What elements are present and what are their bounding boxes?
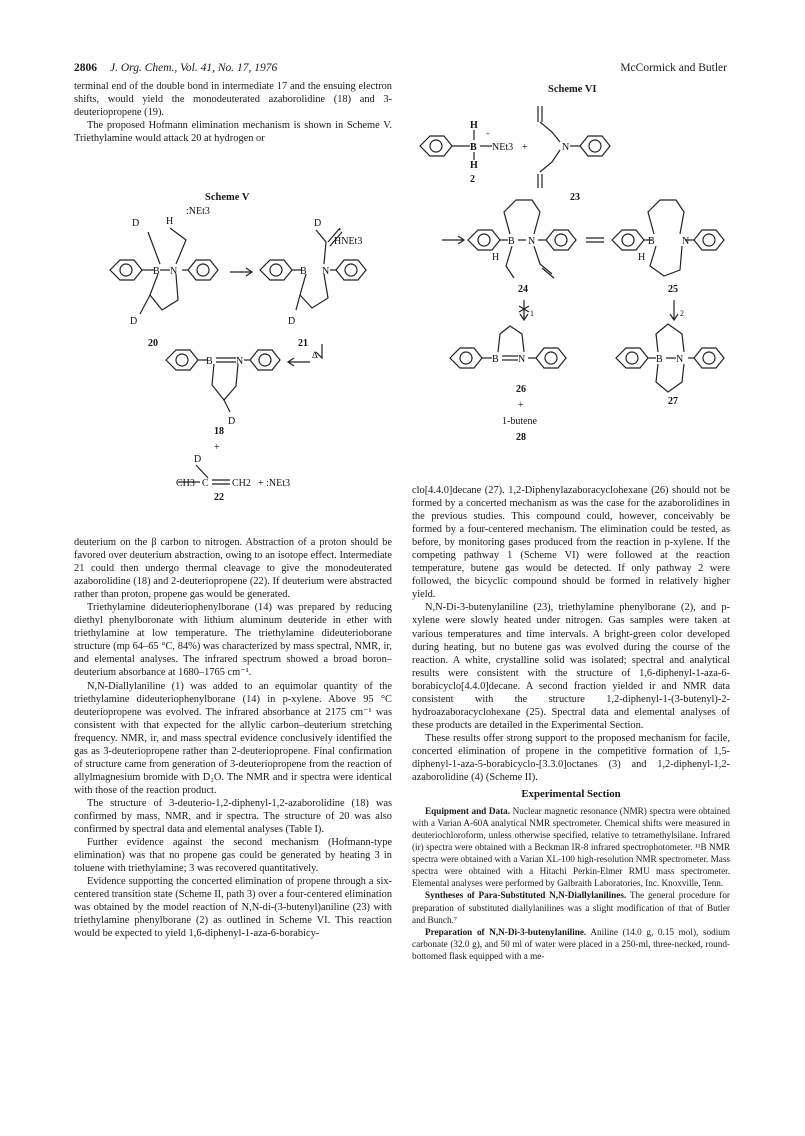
svg-text:N: N — [682, 236, 690, 247]
scheme-vi-title: Scheme VI — [548, 84, 597, 95]
svg-text:H: H — [470, 160, 478, 171]
svg-text:D: D — [194, 454, 202, 465]
page-number: 2806 — [74, 62, 97, 74]
paragraph: The proposed Hofmann elimination mechanism is shown in Scheme V. Triethylamine would attack 20 at hydrogen or — [74, 120, 392, 145]
svg-text:D: D — [228, 416, 236, 427]
plus-label: + — [214, 442, 220, 453]
svg-text:B: B — [492, 354, 499, 365]
step-1-label: 1 — [530, 309, 534, 318]
compound-20-label: 20 — [148, 338, 158, 349]
svg-text:D: D — [288, 316, 296, 327]
svg-text:N: N — [676, 354, 684, 365]
hnet3-label: HNEt3 — [334, 236, 363, 247]
svg-text:N: N — [322, 266, 330, 277]
svg-text:+: + — [518, 400, 524, 411]
svg-text:N: N — [236, 356, 244, 367]
paragraph: N,N-Diallylaniline (1) was added to an equimolar quantity of the triethylamine dideuteriophenylborane (14) in p-xylene. Above 95 °C deuteriopropene was evolved. The infrared absorbance at 2175 cm⁻¹ was consistent with that expected for the allylic carbon–deuterium stretching frequency. NMR, ir, and mass spectral evidence conclusively identified the gas as 3-deuteriopropene rather than 2-deuteriopropene. Final confirmation of structure came from generation of 3-deuteriopropene from the reaction of allylmagnesium bromide with D₂O. The NMR and ir spectra were identical with those of the reaction product. — [74, 680, 392, 796]
left-column-top — [74, 80, 392, 145]
journal-citation: J. Org. Chem., Vol. 41, No. 17, 1976 — [110, 62, 278, 74]
svg-text:B: B — [470, 142, 477, 153]
svg-text:B: B — [508, 236, 515, 247]
net3-label-vi: NEt3 — [492, 142, 514, 153]
compound-26-label: 26 — [516, 384, 526, 395]
compound-21-label: 21 — [298, 338, 308, 349]
svg-text:H: H — [492, 252, 500, 263]
svg-text:B: B — [656, 354, 663, 365]
compound-22-label: 22 — [214, 492, 224, 500]
svg-text:H: H — [470, 120, 478, 131]
paragraph: terminal end of the double bond in intermediate 17 and the ensuing electron shifts, would yield the monodeuterated azaborolidine (18) and 3-deuteriopropene (19). — [74, 81, 392, 119]
scheme-vi-diagram — [412, 96, 742, 446]
compound-24-label: 24 — [518, 284, 528, 295]
svg-text:D: D — [314, 218, 322, 229]
paragraph: Equipment and Data. Nuclear magnetic resonance (NMR) spectra were obtained with a Varian A-60A analytical NMR spectrometer. Chemical shifts were measured in deuteriochloroform, unless otherwise specified, relative to tetramethylsilane. Infrared (ir) spectra were obtained with a Beckman IR-8 infrared spectrophotometer. ¹¹B NMR spectra were obtained with a Varian XL-100 high-resolution NMR spectrometer. Mass spectra were obtained with a Hitachi Perkin-Elmer RMU mass spectrometer. Elemental analyses were performed by Galbraith Laboratories, Inc. Knoxville, Tenn. — [412, 806, 730, 889]
svg-text:N: N — [528, 236, 536, 247]
scheme-v-title: Scheme V — [205, 192, 250, 203]
ch3-label: CH3 — [176, 478, 195, 489]
compound-18-label: 18 — [214, 426, 224, 437]
svg-text:B: B — [648, 236, 655, 247]
left-column-body — [74, 536, 392, 940]
paragraph: The structure of 3-deuterio-1,2-diphenyl-1,2-azaborolidine (18) was confirmed by mass, NMR, and ir spectra. The structure of 20 was also confirmed by spectral data and elemental analyses (Table I). — [74, 797, 392, 836]
c-label: C — [202, 478, 209, 489]
compound-23-label: 23 — [570, 192, 580, 203]
compound-28-label: 28 — [516, 432, 526, 443]
paragraph: These results offer strong support to the proposed mechanism for facile, concerted elimination of propene in the competitive formation of 1,5-diphenyl-1-aza-5-borabicyclo-[3.3.0]octanes (3) and 1,2-diphenyl-1,2-azaborolidine (4) (Scheme II). — [412, 732, 730, 784]
paragraph: Further evidence against the second mechanism (Hofmann-type elimination) was that no propene gas could be generated by heating 3 in toluene with triethylamine; 3 was recovered quantitatively. — [74, 837, 392, 875]
svg-text:B: B — [206, 356, 213, 367]
compound-25-label: 25 — [668, 284, 678, 295]
svg-text:N: N — [562, 142, 570, 153]
experimental-section-title: Experimental Section — [521, 788, 621, 801]
svg-text:H: H — [638, 252, 646, 263]
paragraph: Triethylamine dideuteriophenylborane (14) was prepared by reducing diethyl phenylboronate with lithium aluminum deuteride in ether with triethylamine at low temperature. The triethylamine dideuterioborane structure (mp 64–65 °C, 84%) was characterized by mass spectral, NMR, ir, and elemental analyses. The infrared spectrum showed a broad boron–deuterium absorbance at 1680–1765 cm⁻¹. — [74, 602, 392, 679]
svg-text:+: + — [486, 130, 490, 138]
svg-text:B: B — [300, 266, 307, 277]
svg-text:+: + — [338, 226, 342, 234]
paragraph: N,N-Di-3-butenylaniline (23), triethylamine phenylborane (2), and p-xylene were slowly heated under nitrogen. Gas samples were taken at various temperatures and time intervals. A bright-green color developed during heating, but no butene gas was evolved during the course of the reaction. A white, crystalline solid was isolated; spectral and analytical results were consistent with the structure of 1,6-diphenyl-1-aza-6-borabicyclo[4.4.0]decane. A second fraction yielded ir and NMR data consistent with the structure 1,2-diphenyl-1-(3-butenyl)-2-hydroazaboracyclohexane (25). Spectral data and elemental analyses of these products are detailed in the Experimental Section. — [412, 602, 730, 731]
scheme-v-diagram — [90, 200, 400, 500]
d-label: D — [132, 218, 140, 229]
butene-label: 1-butene — [502, 416, 537, 427]
compound-2-label: 2 — [470, 174, 475, 185]
compound-27-label: 27 — [668, 396, 678, 407]
paragraph: Preparation of N,N-Di-3-butenylaniline. Aniline (14.0 g, 0.15 mol), sodium carbonate (32.0 g), and 50 ml of water were placed in a 250-ml, three-necked, round-bottomed flask equipped with a me- — [412, 926, 731, 961]
svg-text:N: N — [518, 354, 526, 365]
svg-text:D: D — [130, 316, 138, 327]
right-column-body — [412, 484, 730, 962]
paragraph: Evidence supporting the concerted elimination of propene through a six-centered transition state (Scheme II, path 3) over a four-centered elimination was obtained by the model reaction of N,N-di-(3-butenyl)aniline (23) with triethylamine phenylborane (2) as outlined in Scheme VI. This reaction would be expected to yield 1,6-diphenyl-1-aza-6-borabicy- — [74, 876, 393, 940]
net3-label: :NEt3 — [186, 206, 210, 217]
h-label: H — [166, 216, 174, 227]
svg-text:B: B — [153, 266, 160, 277]
svg-text:N: N — [170, 266, 178, 277]
paragraph: Syntheses of Para-Substituted N,N-Diallylanilines. The general procedure for preparation of substituted diallylanilines was a slight modification of that of Butler and Bunch.⁷ — [412, 890, 730, 925]
svg-text:+: + — [522, 142, 528, 153]
delta-label: Δ — [312, 350, 318, 360]
paragraph: deuterium on the β carbon to nitrogen. Abstraction of a proton should be favored over deuterium abstraction, owing to an isotope effect. Intermediate 21 could then undergo thermal cleavage to give the monodeuterated azaborolidine (18) and 2-deuteriopropene (22). If deuterium were abstracted rather than proton, propene gas would be generated. — [74, 537, 392, 601]
ch2-label: CH2 — [232, 478, 251, 489]
plus-net3-label: + :NEt3 — [258, 478, 291, 489]
paragraph: clo[4.4.0]decane (27). 1,2-Diphenylazaboracyclohexane (26) should not be formed by a concerted mechanism as was the case for the azaborolidines in the previous studies. This compound could, however, conceivably be formed by a four-centered mechanism. The elimination could be tested, as before, by monitoring gases produced from the reaction in p-xylene. If the competing pathway 1 (Scheme VI) were followed at the reaction temperature, butene gas would be detected. If only pathway 2 were followed, the bicyclic compound should be formed in relatively higher yield. — [412, 485, 730, 601]
step-2-label: 2 — [680, 309, 684, 318]
running-authors: McCormick and Butler — [620, 62, 727, 74]
